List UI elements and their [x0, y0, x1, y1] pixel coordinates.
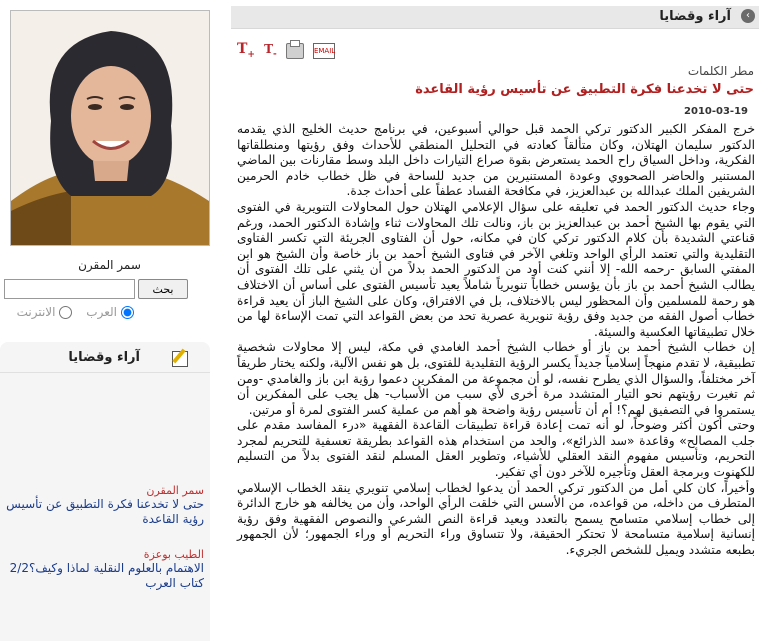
related-box-header — [0, 342, 210, 373]
email-icon[interactable]: EMAIL — [313, 43, 335, 59]
radio-arab-label: العرب — [86, 305, 117, 319]
article-body — [237, 122, 755, 559]
search-button[interactable]: بحث — [138, 279, 188, 299]
radio-arab-input[interactable] — [121, 306, 134, 319]
list-item-author[interactable]: الطيب بوعزة — [143, 548, 204, 561]
search-scope — [4, 305, 134, 319]
sidebar — [0, 0, 219, 641]
article-paragraph: خرج المفكر الكبير الدكتور تركي الحمد قبل حوالي أسبوعين، في برنامج حديث الخليج الذي يقدمه الدكتور سليمان الهتلان، وكان متألقاً كعادته في التحليل المنطقي للأحداث وفق رؤيتها ومنطلقاتها الفكرية، وداخل السياق راح الحمد يستعرض بقوة صراع التيارات داخل البلد وسط مقارنات بين الماضي المستنير والحاضر الصحووي وعودة المستنيرين من جديد للساحة في ظل خطاب خادم الحرمين الشريفين الملك عبدالله بن عبدالعزيز، في مكافحة الفساد عطفاً على أحداث جدة. — [237, 122, 755, 199]
section-header — [231, 6, 759, 29]
radio-arab[interactable] — [86, 305, 134, 319]
search-input[interactable] — [4, 279, 135, 299]
list-item — [4, 484, 204, 527]
article-paragraph: إن خطاب الشيخ أحمد بن باز أو خطاب الشيخ أحمد الغامدي في مكة، ليس إلا محاولات شخصية تطبيقية، لا تقدم منهجاً إسلامياً جديداً يكسر الرؤية التقليدية للفتوى، بل هو نفس الآلية، ولكنه يختار طريقاً آخر مختلفاً، والسؤال الذي يطرح نفسه، لو أن مجموعة من المفكرين دعموا رؤية ابن باز والغامدي -ومن ثم تغيرت رؤيتهم نحو التيار المتشدد مرة أخرى لأي سبب من الأسباب- هل يجب على المفكرين أن يستمروا في التصفيق لهم؟! أم أن تأسيس رؤية واضحة هو أهم من عملية كسر الفتوى لمرة أو مرتين. — [237, 340, 755, 417]
list-item-link[interactable]: حتى لا تخدعنا فكرة التطبيق عن تأسيس رؤية القاعدة — [6, 497, 204, 526]
article-headline: حتى لا تخدعنا فكرة التطبيق عن تأسيس رؤية القاعدة — [415, 82, 754, 97]
author-photo — [10, 10, 210, 246]
search-bar — [4, 279, 216, 301]
related-box — [0, 342, 210, 641]
article-tools — [237, 40, 339, 62]
author-name: مطر الكلمات — [687, 64, 754, 78]
list-item-author[interactable]: سمر المقرن — [146, 484, 204, 497]
radio-internet-input[interactable] — [59, 306, 72, 319]
list-item-link[interactable]: الاهتمام بالعلوم النقلية لماذا وكيف؟2/2 كتاب العرب — [9, 561, 204, 590]
font-increase-icon[interactable]: $T_+$ — [237, 41, 255, 60]
article-paragraph: وجاء حديث الدكتور الحمد في تعليقه على سؤال الإعلامي الهتلان حول المحاولات التنويرية في الفتوى التي يقوم بها الشيخ أحمد بن عبدالعزيز بن باز، ونالت تلك المحاولات ثناء وإشادة الدكتور الحمد، ورغم قناعتي الشديدة بأن كلام الدكتور تركي كان في مكانه، حول أن الفتاوى الجريئة التي تكسر الفتاوى التقليدية والتي تعتمد الرأي الواحد وتلغي الآخر في فتاوى الشيخ أحمد بن باز خاصة وأن الشيخ هو ابن المفتي السابق -رحمه الله- إلا أنني كنت أود من الدكتور الحمد بدلاً من أن يثني على تلك الفتوى أن يطالب الشيخ أحمد بن باز بأن يؤسس خطاباً تنويرياً شاملاً يعيد تأسيس الفتوى على أساس أن الاختلاف هو رحمة للمسلمين وأن المحظور ليس بالاختلاف، بل في الافتراق، وكان على الشيخ الباز أن يعيد قراءة خطاب أصول الفقه من جديد وفق رؤية تنويرية عصرية تحد من بعض القواعد التي تمت الإساءة لها من خلال تطبيقاتها العكسية والسيئة. — [237, 199, 755, 339]
article-paragraph: وأخيراً، كان كلي أمل من الدكتور تركي الحمد أن يدعوا لخطاب إسلامي تنويري ينقد الخطاب الإسلامي المتطرف من داخله، من قواعده، من الأسس التي خلقت الرأي الواحد، وأن من يخالفه هو خارج الدائرة إلى خطاب إسلامي متسامح يسمح بالتعدد ويعيد قراءة النص الشرعي والنصوص الفقهية وفق رؤية إنسانية إسلامية متسامحة لا تحتكر الحقيقة، ولا تتساوق وراء التحريم أو وراء الجمهور؛ لأن الجمهور بطبعه متشدد ويميل للشخص الجريء. — [237, 480, 755, 558]
author-portrait — [11, 11, 209, 245]
section-title: آراء وقضايا — [659, 9, 731, 24]
pencil-icon — [172, 351, 188, 367]
radio-internet[interactable] — [17, 305, 73, 319]
article-column — [231, 0, 762, 641]
article-date: 2010-03-19 — [684, 106, 748, 117]
author-name-caption: سمر المقرن — [78, 258, 141, 272]
radio-internet-label: الانترنت — [16, 305, 56, 319]
chevron-left-icon[interactable]: ‹ — [741, 9, 755, 23]
list-item — [4, 548, 204, 591]
article-paragraph: وحتى أكون أكثر وضوحاً، لو أنه تمت إعادة قراءة تطبيقات القاعدة الفقهية «درء المفاسد مقدم على جلب المصالح» وقاعدة «سد الذرائع»، والحد من استخدام هذه القواعد بطريقة تعسفية للتحريم لمجرد التحريم، وتأسيس مفهوم النقد العقلي للأشياء، وتطوير العقل المسلم لنقد الفتوى بدلاً من التسليم للكهنوت وبرمجة العقل وتأجيره للآخر دون أي تفكير. — [237, 418, 755, 480]
font-decrease-icon[interactable]: $T_-$ — [264, 41, 277, 60]
print-icon[interactable] — [286, 43, 304, 59]
related-box-title: آراء وقضايا — [68, 350, 140, 365]
